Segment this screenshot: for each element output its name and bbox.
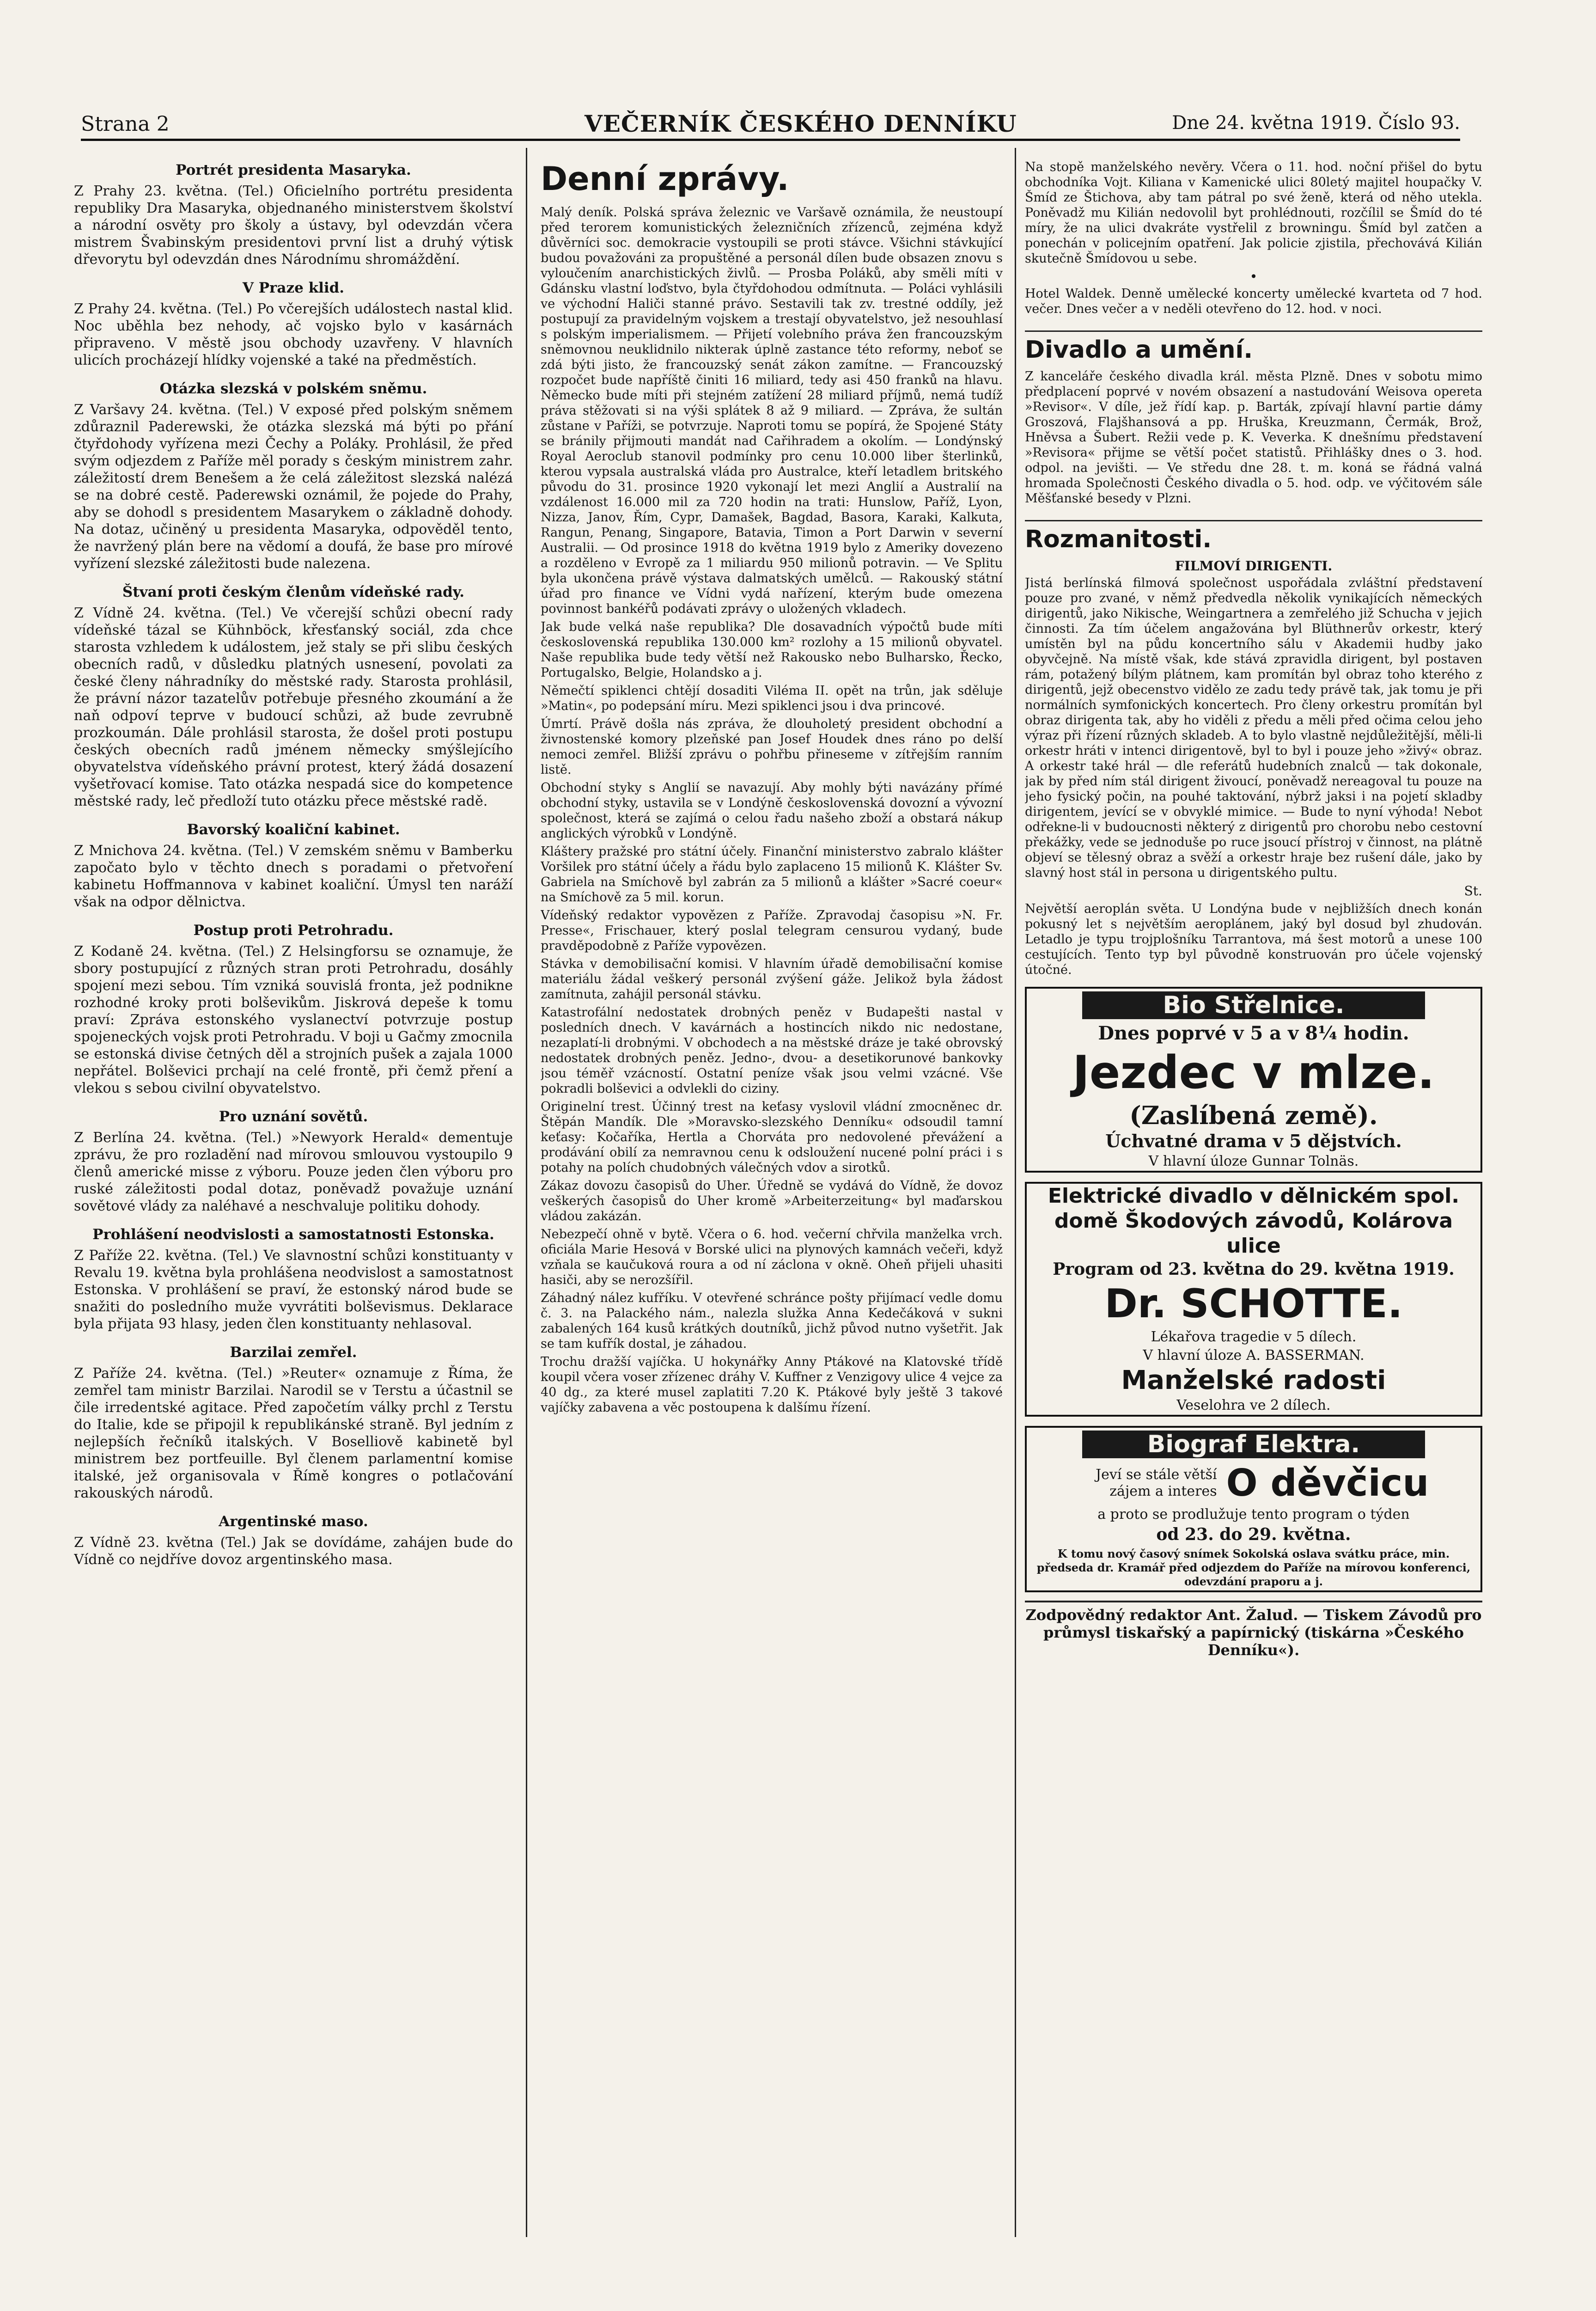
news-item: Malý deník. Polská správa železnic ve Varšavě oznámila, že neustoupí před terorem komunistických železničních zřízenců, zejména když důvěrníci soc. demokracie vystoupili se proti stávce. Všichni stávkující budou považováni za propuštěné a personál dílen bude obsazen znovu s vyloučením anarchistických živlů. — Prosba Poláků, aby směli míti v Gdánsku vlastní loďstvo, byla čtyřdohodou odmítnuta. — Poláci vyhlásili ve východní Haliči stanné právo. Sestavili tak zv. trestné oddíly, jež postupují za pravidelným vojskem a trestají obyvatelstvo, jež nesouhlasí s polským imperialismem. — Přijetí volebního práva žen francouzským sněmovnou neuklidnilo nikterak úplně zastance této reformy, neboť se zdá býti jisto, že francouzský senát zákon zamítne. — Francouzský rozpočet bude napříště činiti 16 miliard, tedy asi 450 franků na hlavu. Německo bude míti při stejném zatížení 28 miliard příjmů, nemá tudíž práva stěžovati si na výši splátek 8 až 9 miliard. — Zpráva, že sultán zůstane v Paříži, se potvrzuje. Naproti tomu se popírá, že Spojené Státy se bránily přijmouti mandát nad Cařihradem a okolím. — Londýnský Royal Aeroclub stanovil podmínky pro cenu 10.000 liber šterlinků, kterou vypsala australská vláda pro Australce, kteří letadlem britského původu do 31. prosince 1920 vykonají let mezi Anglií a Australií na vzdálenost 16.000 mil za 720 hodin na trati: Hunslow, Paříž, Lyon, Nizza, Janov, Řím, Cypr, Damašek, Bagdad, Basora, Karaki, Kalkuta, Rangun, Penang, Singapore, Batavia, Timon a Port Darwin v severní Australii. — Od prosince 1918 do května 1919 bylo z Ameriky dovezeno a rozděleno v Evropě za 1 miliardu 950 milionů potravin. — Ve Splitu byla ukončena právě výstava dalmatských umělců. — Rakouský státní úřad pro finance ve Vídni vydá nařízení, kterým bude omezena povinnost bankéřů podávati zprávy o uložených vkladech. — [541, 205, 1003, 616]
ad-elek-title-2: domě Škodových závodů, Kolárova ulice — [1054, 1209, 1453, 1258]
article-heading: Štvaní proti českým členům vídeňské rady. — [122, 584, 465, 600]
misc-text: Jistá berlínská filmová společnost uspořádala zvláštní představení pouze pro zvané, v němž předvedla několik vynikajících německých dirigentů, jako Nikische, Weingartnera a zemřelého již Schucha v jejich činnosti. Za tím účelem angažována byl Blüthnerův orkestr, který umístěn byl na půdu koncertního sálu v Akademii hudby jako obyvčejně. Na místě však, kde stává zpravidla dirigent, byl postaven rám, potažený bílým plátnem, kam promítán byl obraz toho kterého z dirigentů, jejž obecenstvo vidělo ze zadu tedy právě tak, jak tomu je při normálních symfonických koncertech. Pro členy orkestru promítán byl obraz dirigenta tak, aby ho viděli z předu a měli před očima celou jeho výraz při řízení různých skladeb. A to bylo vlastně nejdůležitější, měli-li orkestr hráti v intenci dirigentově, byl to byl i pouze jeho »živý« obraz. A orkestr také hrál — dle referátů hudebních znalců — tak dokonale, jak by před ním stál dirigent živoucí, poněvadž nereagoval tu pouze na jeho fysický počin, na pouhé taktování, nýbrž jaksi i na pojetí skladby dirigentem, jevící se v obvyklé mimice. — Bude to nyní výhoda! Nebot odřekne-li v budoucnosti některý z dirigentů pro chorobu nebo cestovní překážky, vede se jednoduše po ruce jsoucí přístroj v činnost, na plátně objeví se tělesný obraz a svěží a orkestr hraje bez rušení dále, jako by slavný host stál in persona u dirigentského pultu. — [1025, 576, 1482, 880]
ad-bio-role: V hlavní úloze Gunnar Tolnäs. — [1148, 1153, 1359, 1169]
ad-bio2-left: Jeví se stále větší zájem a interes — [1096, 1467, 1217, 1499]
article-heading: Portrét presidenta Masaryka. — [176, 162, 411, 178]
ad-elek-title-1: Elektrické divadlo v dělnickém spol. — [1048, 1184, 1460, 1208]
news-item: Originelní trest. Účinný trest na keťasy vyslovil vládní zmocněnec dr. Štěpán Mandík. Dle »Moravsko-slezského Denníku« odsoudil tamní keťasy: Kočaříka, Hertla a Chorváta pro nedovolené převážení a prodávání obilí za nemravnou cenu k odsloužení nucené polní práci i s potahy na polích chudobných válečných vdov a sirotků. — [541, 1100, 1003, 1175]
newspaper-title: VEČERNÍK ČESKÉHO DENNÍKU — [585, 110, 1017, 137]
article-text: Z Prahy 23. května. (Tel.) Oficielního portrétu presidenta republiky Dra Masaryka, objednaného ministerstvem školství a národní osvěty pro školy a ústavy, byl odevzdán včera mistrem Švabinským presidentovi první list a druhý výtisk dřevorytu byl odevzdán dnes Národnímu shromáždění. — [74, 183, 513, 268]
article-text: Z Prahy 24. května. (Tel.) Po včerejších událostech nastal klid. Noc uběhla bez nehody, ač vojsko bylo v kasárnách připraveno. V městě jsou obchody uzavřeny. V hlavních ulicích procházejí hlídky vojenské a také na předměstích. — [74, 301, 513, 368]
article-text: Z Paříže 22. května. (Tel.) Ve slavnostní schůzi konstituanty v Revalu 19. května byla prohlášena neodvislost a samostatnost Estonska. V prohlášení se praví, že estonský národ bude se snažiti do posledního muže vyvrátiti bolševismus. Deklarace byla přijata 93 hlasy, jeden člen konstituanty nehlasoval. — [74, 1247, 513, 1332]
ad-bio2-split — [1027, 1461, 1480, 1505]
ad-bio2-note: K tomu nový časový snímek Sokolská oslava svátku práce, min. předseda dr. Kramář před odjezdem do Paříže na mírovou konferenci, odevzdání praporu a j. — [1036, 1547, 1471, 1588]
article-text: Z Vídně 24. května. (Tel.) Ve včerejší schůzi obecní rady vídeňské tázal se Kühnböck, křesťanský sociál, zda chce starosta vzhledem k událostem, jež staly se při slibu českých obecních radů, v důsledku platných usnesení, povolati za české členy náhradníky do městské rady. Starosta prohlásil, že právní názor tazatelův potřebuje přesného zkoumání a že naň odpoví teprve v budoucí schůzi, až bude zevrubně prozkoumán. Dále prohlásil starosta, že došel proti postupu českých obecních radů jménem německy smýšlejícího obyvatelstva vídeňského právní protest, který žádá dosazení vyšetřovací komise. Tato otázka nespadá sice do kompetence městské rady, leč předloží tuto otázku přece městské radě. — [74, 605, 513, 809]
article-heading: Argentinské maso. — [219, 1513, 368, 1530]
ad-elek-film2: Manželské radosti — [1121, 1365, 1386, 1395]
page-number: Strana 2 — [81, 112, 170, 136]
article-heading: Bavorský koaliční kabinet. — [187, 821, 400, 838]
daily-news-heading: Denní zprávy. — [541, 160, 789, 198]
ad-bio-drama: Úchvatné drama v 5 dějstvích. — [1105, 1131, 1402, 1151]
ad-bio2-line1: a proto se prodlužuje tento program o týden — [1097, 1506, 1410, 1522]
column-telegrams — [74, 159, 513, 2230]
theatre-heading: Divadlo a umění. — [1025, 330, 1482, 364]
news-item: Trochu dražší vajíčka. U hokynářky Anny Ptákové na Klatovské třídě koupil včera voser zřízenec dráhy V. Kuffner z Venzigovy ulice 4 vejce za 40 dg., za které musel zaplatiti 7.20 K. Ptákové byly ještě 3 takové vajíčky zabavena a věc postoupena k dalšímu řízení. — [541, 1355, 1003, 1415]
article-text: Z Berlína 24. května. (Tel.) »Newyork Herald« dementuje zprávu, že pro rozladění nad mírovou smlouvou vystoupilo 9 členů americké misse z výboru. Pouze jeden člen výboru pro ruské záležitosti podal dotaz, poněvadž považuje uznání sovětové vlády za naléhavé a neschvaluje politiku dohody. — [74, 1130, 513, 1214]
article-heading: Prohlášení neodvislosti a samostatnosti Estonska. — [92, 1226, 494, 1243]
article-heading: Postup proti Petrohradu. — [193, 922, 394, 939]
news-item: Němečtí spiklenci chtějí dosaditi Viléma II. opět na trůn, jak sděluje »Matin«, po podepsání míru. Mezi spiklenci jsou i dva princové. — [541, 684, 1003, 713]
news-item: Vídeňský redaktor vypovězen z Paříže. Zpravodaj časopisu »N. Fr. Presse«, Frischauer, který poslal telegram censurou vydaný, bude pravděpodobně z Paříže vypovězen. — [541, 908, 1003, 953]
column-culture-ads — [1025, 159, 1482, 2230]
ad-bio-today: Dnes poprvé v 5 a v 8¼ hodin. — [1098, 1022, 1409, 1044]
ad-elek-program: Program od 23. května do 29. května 1919. — [1053, 1259, 1455, 1279]
issue-date: Dne 24. května 1919. Číslo 93. — [1172, 112, 1460, 134]
misc-signature: St. — [1464, 883, 1482, 899]
ad-bio2-line2: od 23. do 29. května. — [1156, 1525, 1351, 1544]
ad-elek-desc: Lékařova tragedie v 5 dílech. — [1151, 1329, 1357, 1345]
article-text: Z Paříže 24. května. (Tel.) »Reuter« oznamuje z Říma, že zemřel tam ministr Barzilai. Narodil se v Terstu a účastnil se čile irredentské agitace. Před započetím války prchl z Terstu do Italie, kde se připojil k republikánské straně. Byl jedním z nejlepších řečníků italských. V Boselliově kabinetě byl ministrem bez portfeuille. Byl členem parlamentní komise italské, jež organisovala v Římě kongres o potlačování rakouských národů. — [74, 1365, 513, 1501]
ad-bio2-title: Biograf Elektra. — [1082, 1431, 1425, 1458]
article-heading: Pro uznání sovětů. — [219, 1108, 368, 1125]
article-text: Z Kodaně 24. května. (Tel.) Z Helsingforsu se oznamuje, že sbory postupující z různých stran proti Petrohradu, dosáhly spojení mezi sebou. Tím vzniká souvislá fronta, jež podnikne rozhodné kroky proti bolševikům. Jiskrová depeše k tomu praví: Zpráva estonského vyslanectví potvrzuje postup spojeneckých vojsk proti Petrohradu. V boji u Gačmy zmocnila se estonská divise četných děl a strojních pušek a zajala 1000 nepřátel. Bolševici prchají na celé frontě, při čemž pření a vlekou s sebou civilní obyvatelstvo. — [74, 943, 513, 1096]
ad-elektricke-divadlo — [1025, 1182, 1482, 1417]
ad-elek-film: Dr. SCHOTTE. — [1104, 1281, 1403, 1327]
page-header — [81, 110, 1460, 141]
news-item: Úmrtí. Právě došla nás zpráva, že dlouholetý president obchodní a živnostenské komory plzeňské pan Josef Houdek dnes ráno po delší nemoci zemřel. Bližší zprávu o pohřbu přineseme v zítřejším ranním listě. — [541, 717, 1003, 777]
misc-heading: Rozmanitosti. — [1025, 520, 1482, 554]
news-item: Zákaz dovozu časopisů do Uher. Úředně se vydává do Vídně, že dovoz veškerých časopisů do Uher kromě »Arbeiterzeitung« byl maďarskou vládou zakázán. — [541, 1179, 1003, 1223]
news-item: Obchodní styky s Anglií se navazují. Aby mohly býti navázány přímé obchodní styky, ustavila se v Londýně československá dovozní a vývozní společnost, která se zajímá o celou řadu našeho zboží a obstará nákup anglických výrobků v Londýně. — [541, 781, 1003, 841]
imprint-footer: Zodpovědný redaktor Ant. Žalud. — Tiskem Závodů pro průmysl tiskařský a papírnický (tiskárna »Českého Denníku«). — [1025, 1601, 1482, 1659]
column-rule-2 — [1015, 148, 1016, 2237]
separator: • — [1249, 269, 1258, 284]
article-text: Z Mnichova 24. května. (Tel.) V zemském sněmu v Bamberku započato bylo v těchto dnech s poradami o přetvoření kabinetu Hoffmannova v kabinet koaliční. Úmysl ten naráží však na odpor dělnictva. — [74, 843, 513, 910]
article-heading: Otázka slezská v polském sněmu. — [159, 380, 427, 397]
aero-text: Největší aeroplán světa. U Londýna bude v nejbližších dnech konán pokusný let s největším aeroplánem, jaký byl dosud byl zhudován. Letadlo je typu trojplošníku Tarrantova, má šest motorů a unese 100 cestujících. Tento typ byl původně konstruován pro účele vojenský útočné. — [1025, 902, 1482, 977]
news-item: Stávka v demobilisační komisi. V hlavním úřadě demobilisační komise materiálu žádal veškerý personál zvýšení gáže. Jelikož byla žádost zamítnuta, zahájil personál stávku. — [541, 957, 1003, 1002]
news-item: Na stopě manželského nevěry. Včera o 11. hod. noční přišel do bytu obchodníka Vojt. Kiliana v Kamenické ulici 80letý majitel houpačky V. Šmíd ze Štichova, aby tam pátral po své ženě, která od něho utekla. Poněvadž mu Kilián nedovolil byt prohlédnouti, rozčílil se Šmíd do té míry, že na ulici dvakráte vystřelil z browningu. Šmíd byl zatčen a ponechán v policejním opatření. Jak policie zjistila, přechovává Kilián skutečně Šmídovou u sebe. — [1025, 160, 1482, 266]
column-daily-news — [541, 159, 1003, 2230]
ad-bio-title: Bio Střelnice. — [1082, 991, 1425, 1019]
news-item: Kláštery pražské pro státní účely. Finanční ministerstvo zabralo klášter Voršilek pro státní účely a řádu bylo zaplaceno 15 milionů K. Klášter Sv. Gabriela na Smíchově byl zabrán za 5 milionů a klášter »Sacré coeur« na Smíchově za 5 mil. korun. — [541, 844, 1003, 905]
article-heading: V Praze klid. — [242, 280, 345, 296]
news-item: Jak bude velká naše republika? Dle dosavadních výpočtů bude míti československá republika 130.000 km² rozlohy a 15 milionů obyvatel. Naše republika bude tedy větší než Rakousko nebo Bulharsko, Řecko, Portugalsko, Belgie, Holandsko a j. — [541, 620, 1003, 680]
ad-bio2-film: O děvčicu — [1226, 1461, 1429, 1504]
column-rule-1 — [526, 148, 527, 2237]
article-text: Z Varšavy 24. května. (Tel.) V exposé před polským sněmem zdůraznil Paderewski, že otázka slezská má býti po přání čtyřdohody vyřízena mezi Čechy a Poláky. Prohlásil, že před svým odjezdem z Paříže měl porady s českým ministrem zahr. záležitostí drem Benešem a že celá záležitost slezská nalézá se na dobré cestě. Paderewski oznámil, že pojede do Prahy, aby se dohodl s presidentem Masarykem o základně dohody. Na dotaz, učiněný u presidenta Masaryka, odpověděl tento, že navržený plán bere na vědomí a doufá, že base pro mírové vyřízení slezské záležitosti bude nalezena. — [74, 402, 513, 572]
article-text: Z Vídně 23. května (Tel.) Jak se dovídáme, zahájen bude do Vídně co nejdříve dovoz argentinského masa. — [74, 1535, 513, 1568]
article-heading: Barzilai zemřel. — [230, 1344, 357, 1361]
news-item: Katastrofální nedostatek drobných peněz v Budapešti nastal v posledních dnech. V kavárnách a hostincích nikdo nic nedostane, nezaplatí-li drobnými. V obchodech a na městské dráze je také obrovský nedostatek drobných peněz. Jedno-, dvou- a desetikorunové bankovky jsou téměř vzácností. Ostatní peníze však jsou velmi vzácné. Vše pokradli bolševici a odvlekli do ciziny. — [541, 1005, 1003, 1096]
ad-elek-role: V hlavní úloze A. BASSERMAN. — [1143, 1347, 1365, 1363]
news-item: Nebezpečí ohně v bytě. Včera o 6. hod. večerní chřvila manželka vrch. oficiála Marie Hesová v Borské ulici na plynových kamnách večeři, když vzňala se kaučuková roura a od ní záclona v okně. Oheň přijeli uhasiti hasiči, aby se nerozšířil. — [541, 1227, 1003, 1287]
misc-subheading: FILMOVÍ DIRIGENTI. — [1175, 558, 1333, 574]
ad-bio-film: Jezdec v mlze. — [1072, 1046, 1435, 1099]
ad-bio-paren: (Zaslíbená země). — [1129, 1100, 1378, 1130]
news-item: Hotel Waldek. Denně umělecké koncerty umělecké kvarteta od 7 hod. večer. Dnes večer a v neděli otevřeno do 12. hod. v noci. — [1025, 287, 1482, 316]
ad-elek-film2-desc: Veselohra ve 2 dílech. — [1176, 1397, 1331, 1413]
ad-bio-strelnice — [1025, 987, 1482, 1173]
news-item: Záhadný nález kufříku. V otevřené schránce pošty přijímací vedle domu č. 3. na Palackého nám., nalezla služka Anna Kedečáková v sukni zabalených 164 kusů krátkých doutníků, jichž původ nutno vyšetřit. Jak se tam kufřík dostal, je záhadou. — [541, 1291, 1003, 1351]
ad-biograf-elektra — [1025, 1426, 1482, 1592]
theatre-text: Z kanceláře českého divadla král. města Plzně. Dnes v sobotu mimo předplacení poprvé v novém obsazení a nastudování Weisova opereta »Revisor«. V díle, jež řídí kap. p. Barták, zpívají hlavní partie dámy Groszová, Flajšhansová a pp. Hruška, Kreuzmann, Čermák, Brož, Hněvsa a Šubert. Režii vede p. K. Veverka. K dnešnímu představení »Revisora« přijme se větší počet statistů. Přihlášky dnes o 3. hod. odpol. na jevišti. — Ve středu dne 28. t. m. koná se řádná valná hromada Společnosti Českého divadla o 5. hod. odp. ve výčitovém sále Měšťanské besedy v Plzni. — [1025, 369, 1482, 506]
